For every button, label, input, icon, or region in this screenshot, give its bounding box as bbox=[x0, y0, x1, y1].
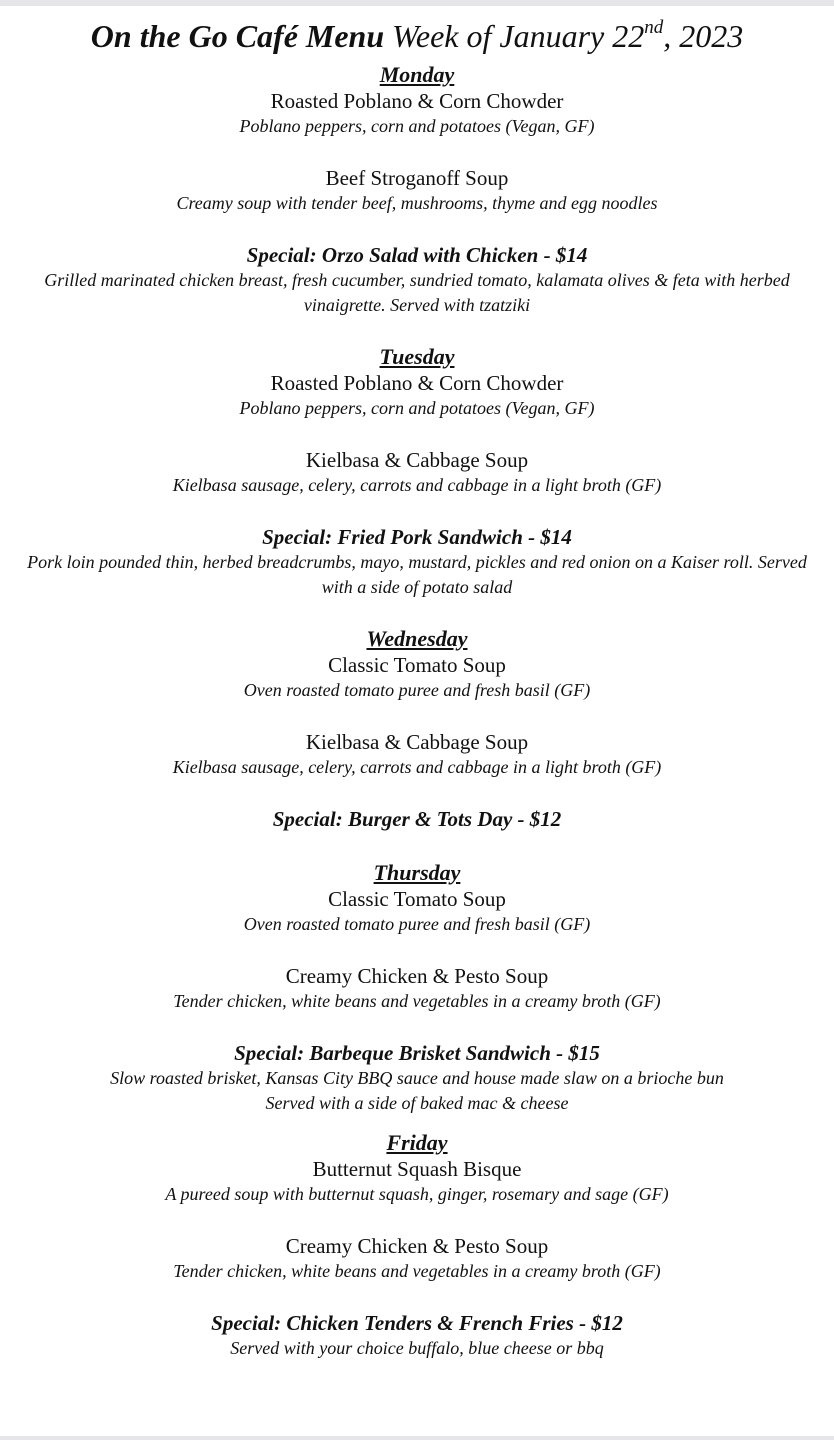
menu-title bbox=[0, 14, 834, 58]
special-description: Pork loin pounded thin, herbed breadcrumbs, mayo, mustard, pickles and red onion on a Kaiser roll. Served with a side of potato salad bbox=[27, 552, 807, 597]
soup-description: Tender chicken, white beans and vegetables in a creamy broth (GF) bbox=[173, 1261, 661, 1281]
menu-week bbox=[392, 18, 743, 54]
day-wednesday bbox=[0, 626, 834, 832]
soup-name: Classic Tomato Soup bbox=[328, 653, 506, 677]
soup-name: Creamy Chicken & Pesto Soup bbox=[285, 964, 549, 988]
special-description-line-1: Slow roasted brisket, Kansas City BBQ sauce and house made slaw on a brioche bun bbox=[110, 1068, 724, 1088]
soup-description: Creamy soup with tender beef, mushrooms, thyme and egg noodles bbox=[176, 193, 658, 213]
soup-description: Kielbasa sausage, celery, carrots and cabbage in a light broth (GF) bbox=[172, 475, 662, 495]
special-name: Special: Fried Pork Sandwich - $14 bbox=[262, 525, 572, 549]
soup-description: Poblano peppers, corn and potatoes (Vegan, GF) bbox=[239, 116, 595, 136]
soup-name: Creamy Chicken & Pesto Soup bbox=[285, 1234, 549, 1258]
special-name: Special: Burger & Tots Day - $12 bbox=[272, 807, 562, 831]
soup-name: Kielbasa & Cabbage Soup bbox=[305, 448, 529, 472]
soup-name: Kielbasa & Cabbage Soup bbox=[305, 730, 529, 754]
day-monday bbox=[0, 62, 834, 318]
day-friday bbox=[0, 1130, 834, 1361]
menu-week-ordinal: nd bbox=[644, 17, 664, 38]
soup-name: Roasted Poblano & Corn Chowder bbox=[270, 371, 564, 395]
top-divider bbox=[0, 0, 834, 6]
day-heading: Thursday bbox=[373, 860, 461, 885]
special-name: Special: Barbeque Brisket Sandwich - $15 bbox=[234, 1041, 600, 1065]
day-heading: Wednesday bbox=[366, 626, 468, 651]
menu-page bbox=[0, 14, 834, 1361]
soup-description: Tender chicken, white beans and vegetables in a creamy broth (GF) bbox=[173, 991, 661, 1011]
soup-description: Kielbasa sausage, celery, carrots and cabbage in a light broth (GF) bbox=[172, 757, 662, 777]
day-heading: Friday bbox=[386, 1130, 448, 1155]
soup-name: Butternut Squash Bisque bbox=[312, 1157, 522, 1181]
soup-name: Beef Stroganoff Soup bbox=[325, 166, 509, 190]
soup-name: Roasted Poblano & Corn Chowder bbox=[270, 89, 564, 113]
day-thursday bbox=[0, 860, 834, 1116]
day-heading: Monday bbox=[379, 62, 455, 87]
soup-description: A pureed soup with butternut squash, ginger, rosemary and sage (GF) bbox=[165, 1184, 669, 1204]
day-tuesday bbox=[0, 344, 834, 600]
special-description: Grilled marinated chicken breast, fresh cucumber, sundried tomato, kalamata olives & feta with herbed vinaigrette. Served with tzatziki bbox=[44, 270, 790, 315]
soup-description: Oven roasted tomato puree and fresh basil (GF) bbox=[243, 914, 591, 934]
special-description-line-2: Served with a side of baked mac & cheese bbox=[265, 1093, 569, 1113]
special-name: Special: Chicken Tenders & French Fries - $12 bbox=[211, 1311, 623, 1335]
soup-name: Classic Tomato Soup bbox=[328, 887, 506, 911]
special-description: Served with your choice buffalo, blue cheese or bbq bbox=[230, 1338, 604, 1358]
day-heading: Tuesday bbox=[379, 344, 455, 369]
soup-description: Poblano peppers, corn and potatoes (Vegan, GF) bbox=[239, 398, 595, 418]
menu-week-prefix: Week of January 22 bbox=[392, 18, 645, 54]
bottom-divider bbox=[0, 1436, 834, 1440]
menu-brand: On the Go Café Menu bbox=[90, 18, 385, 54]
menu-week-suffix: , 2023 bbox=[663, 18, 744, 54]
special-name: Special: Orzo Salad with Chicken - $14 bbox=[246, 243, 588, 267]
soup-description: Oven roasted tomato puree and fresh basil (GF) bbox=[243, 680, 591, 700]
